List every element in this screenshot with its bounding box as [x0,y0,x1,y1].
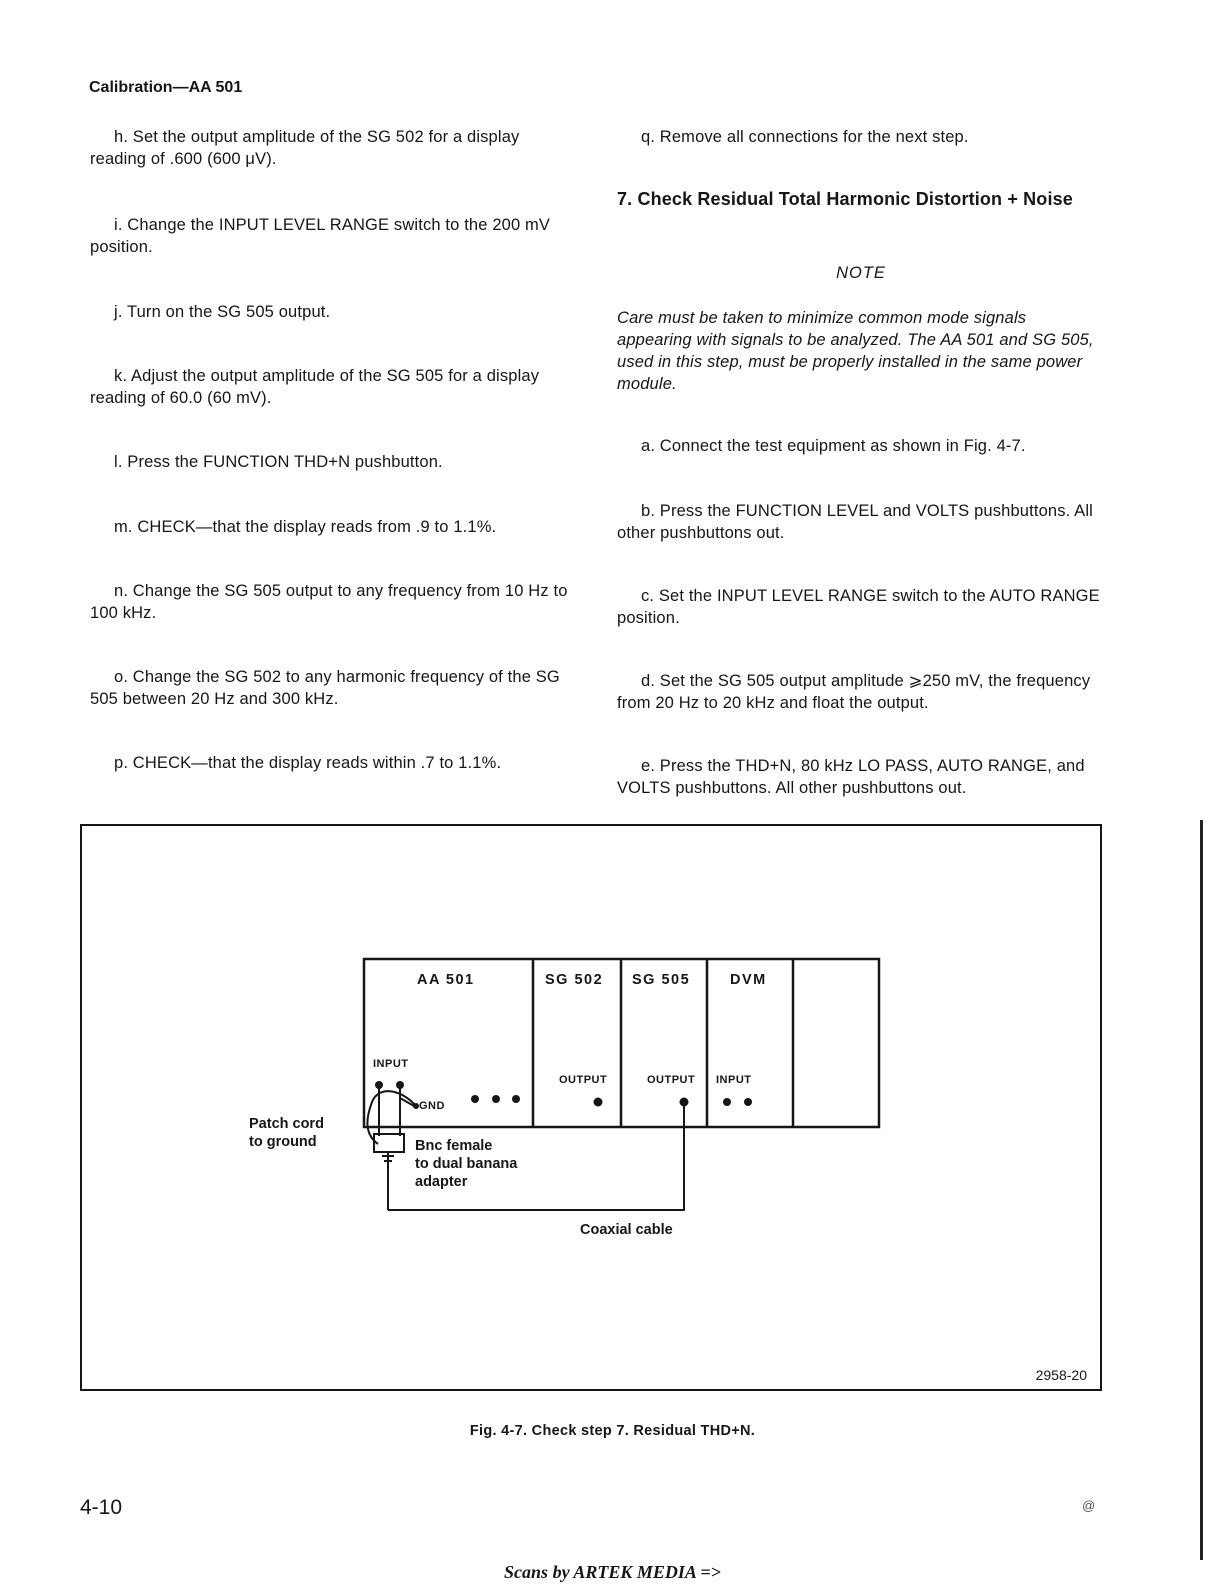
section-title: 7. Check Residual Total Harmonic Distortion + Noise [617,189,1073,209]
module-dvm: DVM [730,972,767,988]
page-edge-line [1200,820,1203,1560]
step-h: h. Set the output amplitude of the SG 502 for a display reading of .600 (600 μV). [90,128,520,168]
step-e: e. Press the THD+N, 80 kHz LO PASS, AUTO RANGE, and VOLTS pushbuttons. All other pushbuttons out. [617,757,1085,797]
bnc-adapter [374,1134,404,1152]
step-c: c. Set the INPUT LEVEL RANGE switch to the AUTO RANGE position. [617,587,1100,627]
step-o: o. Change the SG 502 to any harmonic frequency of the SG 505 between 20 Hz and 300 kHz. [90,668,560,708]
coax-label: Coaxial cable [580,1222,673,1238]
note-label: NOTE [836,264,886,282]
aa501-input-label: INPUT [373,1058,409,1070]
step-i: i. Change the INPUT LEVEL RANGE switch to the 200 mV position. [90,216,551,256]
module-sg502: SG 502 [545,972,604,988]
gnd-label: GND [419,1100,445,1112]
step-m: m. CHECK—that the display reads from .9 to 1.1%. [114,518,497,536]
sg505-output-label: OUTPUT [647,1074,696,1086]
module-aa501: AA 501 [417,972,475,988]
step-d: d. Set the SG 505 output amplitude ⩾250 mV, the frequency from 20 Hz to 20 kHz and float the output. [617,672,1091,712]
note-text: Care must be taken to minimize common mode signals appearing with signals to be analyzed. The AA 501 and SG 505, used in this step, must be properly installed in the same power module. [617,309,1094,393]
step-q: q. Remove all connections for the next step. [641,128,969,146]
module-sg505: SG 505 [632,972,691,988]
figure-4-7 [80,824,1102,1391]
dvm-input-label: INPUT [716,1074,752,1086]
page-number: 4-10 [80,1496,123,1519]
connection-diagram [82,826,1100,1389]
step-n: n. Change the SG 505 output to any frequency from 10 Hz to 100 kHz. [90,582,568,622]
step-j: j. Turn on the SG 505 output. [114,303,331,321]
adapter-label: Bnc female to dual banana adapter [415,1138,518,1190]
step-p: p. CHECK—that the display reads within .7 to 1.1%. [114,754,502,772]
patch-cord-label: Patch cord to ground [249,1116,324,1150]
sg502-output-jack [594,1098,603,1107]
step-l: l. Press the FUNCTION THD+N pushbutton. [114,453,443,471]
figure-number: 2958-20 [1035,1367,1087,1383]
dvm-input-jack-2 [744,1098,752,1106]
step-a: a. Connect the test equipment as shown in Fig. 4-7. [641,437,1026,455]
figure-caption: Fig. 4-7. Check step 7. Residual THD+N. [469,1423,756,1439]
step-b: b. Press the FUNCTION LEVEL and VOLTS pushbuttons. All other pushbuttons out. [617,502,1093,542]
corner-mark: @ [1082,1498,1096,1513]
step-k: k. Adjust the output amplitude of the SG 505 for a display reading of 60.0 (60 mV). [90,367,540,407]
page-header: Calibration—AA 501 [89,79,243,96]
scan-credit: Scans by ARTEK MEDIA => [504,1562,721,1582]
sg502-output-label: OUTPUT [559,1074,608,1086]
dvm-input-jack [723,1098,731,1106]
